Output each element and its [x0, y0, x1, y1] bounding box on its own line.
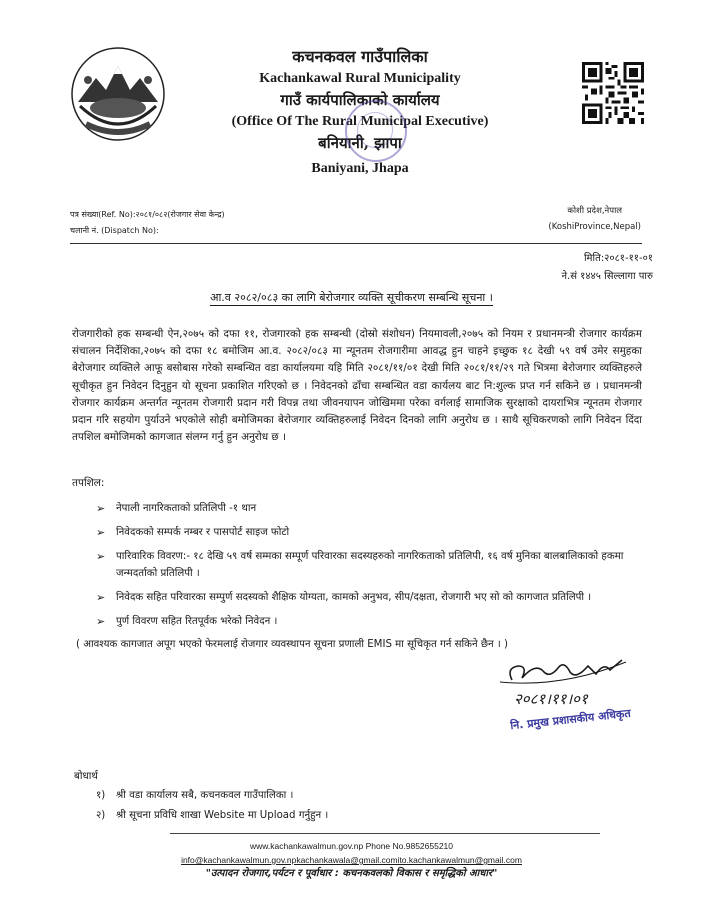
- notice-body: रोजगारीको हक सम्बन्धी ऐन,२०७५ को दफा ११, रोजगारको हक सम्बन्धी (दोस्रो संशोधन) नियमावली,२०७५ को नियम र प्रधानमन्त्री रोजगार कार्यक्रम संचालन निर्देशिका,२०७५ को दफा १८ बमोजिम आ.व. २०८२/०८३ मा न्यूनतम रोजगारीमा आवद्ध हुन चाहने इच्छुक १८ देखी ५९ वर्ष उमेर समुहका बेरोजगार व्यक्तिले आफू बसोबास गरेको सम्बन्धित वडा कार्यालयमा यहि मिति २०८१/११/०१ देखी मिति २०८१/११/२९ गते भित्रमा बेरोजगार व्यक्तिहरुले सूचीकृत हुन निवेदन दिनुहुन यो सूचना प्रकाशित गरिएको छ । निवेदनको ढाँचा सम्बन्धित वडा कार्यलय बाट नि:शुल्क प्रप्त गर्न सकिने छ । प्रधानमन्त्री रोजगार कार्यक्रम अन्तर्गत न्यूनतम रोजगारी प्रदान गरी विपन्न तथा जीवनयापन जोखिममा परेका वर्गलाई सामाजिक सुरक्षाको दायराभित्र न्यूनतम रोजगार प्रदान गरि सहयोग पुर्याउने भएकोले सोही बमोजिमका बेरोजगार व्यक्तिहरुलाई निवेदन दिनको लागि अनुरोध छ । साथै सूचिकरणको लागि निवेदन दिंदा तपशिल बमोजिमको कागजात संलग्न गर्नु हुन अनुरोध छ ।: [72, 328, 642, 444]
- date-bs: मिति:२०८१-११-०१: [583, 253, 653, 264]
- list-item: २) श्री सूचना प्रविधि शाखा Website मा Upload गर्नुहुन ।: [96, 810, 329, 821]
- footer-emails: info@kachankawalmun.gov.npkachankawala@gmail.comito.kachankawalmun@gmail.com: [181, 855, 522, 865]
- dispatch-number: चलानी नं. (Dispatch No):: [70, 226, 159, 235]
- list-item: ➢ निवेदकको सम्पर्क नम्बर र पासपोर्ट साइज फोटो: [96, 526, 290, 539]
- municipality-name-en: Kachankawal Rural Municipality: [259, 71, 461, 86]
- arrow-bullet-icon: ➢: [96, 526, 106, 539]
- cc-list: [96, 786, 328, 826]
- official-seal-stamp: [345, 100, 407, 162]
- details-label: तपशिल:: [72, 477, 105, 489]
- notice-subject: आ.व २०८२/०८३ का लागि बेरोजगार व्यक्ति सूचीकरण सम्बन्धि सूचना ।: [210, 291, 493, 304]
- arrow-bullet-icon: ➢: [96, 502, 106, 515]
- list-item: ➢ नेपाली नागरिकताको प्रतिलिपी -१ थान: [96, 502, 257, 515]
- office-name-np: गाउँ कार्यपालिकाको कार्यालय: [280, 91, 440, 109]
- location-en: Baniyani, Jhapa: [311, 161, 409, 176]
- nepal-emblem-icon: [66, 44, 170, 144]
- arrow-bullet-icon: ➢: [96, 591, 106, 604]
- reference-block: [70, 207, 225, 239]
- office-name-en: (Office Of The Rural Municipal Executive): [231, 114, 489, 129]
- list-item: ➢ पारिवारिक विवरण:- १८ देखि ५९ वर्ष सम्मका सम्पूर्ण परिवारका सदस्यहरुको नागरिकताको प्रतिलिपी, १६ वर्ष मुनिका बालबालिकाको हकमा जन्मदर्ताको प्रतिलिपी ।: [96, 550, 624, 579]
- footer-slogan: "उत्पादन रोजगार,पर्यटन र पूर्वाधार : कचनकवलको विकास र समृद्धिको आधार": [205, 868, 498, 879]
- location-np: बनियानी, झापा: [318, 134, 402, 152]
- municipality-name-np: कचनकवल गाउँपालिका: [292, 47, 428, 66]
- signature-date: २०८१।११।०१: [514, 690, 588, 708]
- list-item: ➢ पुर्ण विवरण सहित रितपूर्वक भरेको निवेदन ।: [96, 615, 278, 628]
- list-item: ➢ निवेदक सहित परिवारका सम्पुर्ण सदस्यको शैक्षिक योग्यता, कामको अनुभव, सीप/दक्षता, रोजगारी भए सो को कागजात प्रतिलिपी ।: [96, 591, 592, 604]
- ref-number: पत्र संख्या(Ref. No):२०८१/०८२(रोजगार सेवा केन्द्र): [70, 210, 225, 219]
- footer-web-phone: www.kachankawalmun.gov.np Phone No.9852655210: [249, 841, 454, 851]
- province-block: [548, 203, 641, 235]
- date-ns: ने.सं १४४५ सिल्लागा पारु: [561, 271, 653, 282]
- list-item: १) श्री वडा कार्यालय सबै, कचनकवल गाउँपालिका ।: [96, 790, 294, 801]
- header-divider: [70, 243, 642, 244]
- arrow-bullet-icon: ➢: [96, 615, 106, 628]
- date-block: [561, 250, 653, 286]
- cc-label: बोधार्थ: [74, 771, 98, 782]
- footer: [0, 839, 703, 881]
- footer-divider: [170, 833, 600, 834]
- signatory-title: नि. प्रमुख प्रशासकीय अधिकृत: [509, 706, 632, 733]
- province-np: कोशी प्रदेश,नेपाल: [567, 206, 623, 216]
- emis-note: ( आवश्यक कागजात अपूग भएको फेरमलाई रोजगार व्यवस्थापन सूचना प्रणाली EMIS मा सूचिकृत गर्न सकिने छैन । ): [76, 639, 508, 650]
- arrow-bullet-icon: ➢: [96, 550, 106, 563]
- requirements-list: [96, 500, 656, 637]
- qr-code-icon: [582, 62, 644, 124]
- province-en: (KoshiProvince,Nepal): [548, 222, 641, 232]
